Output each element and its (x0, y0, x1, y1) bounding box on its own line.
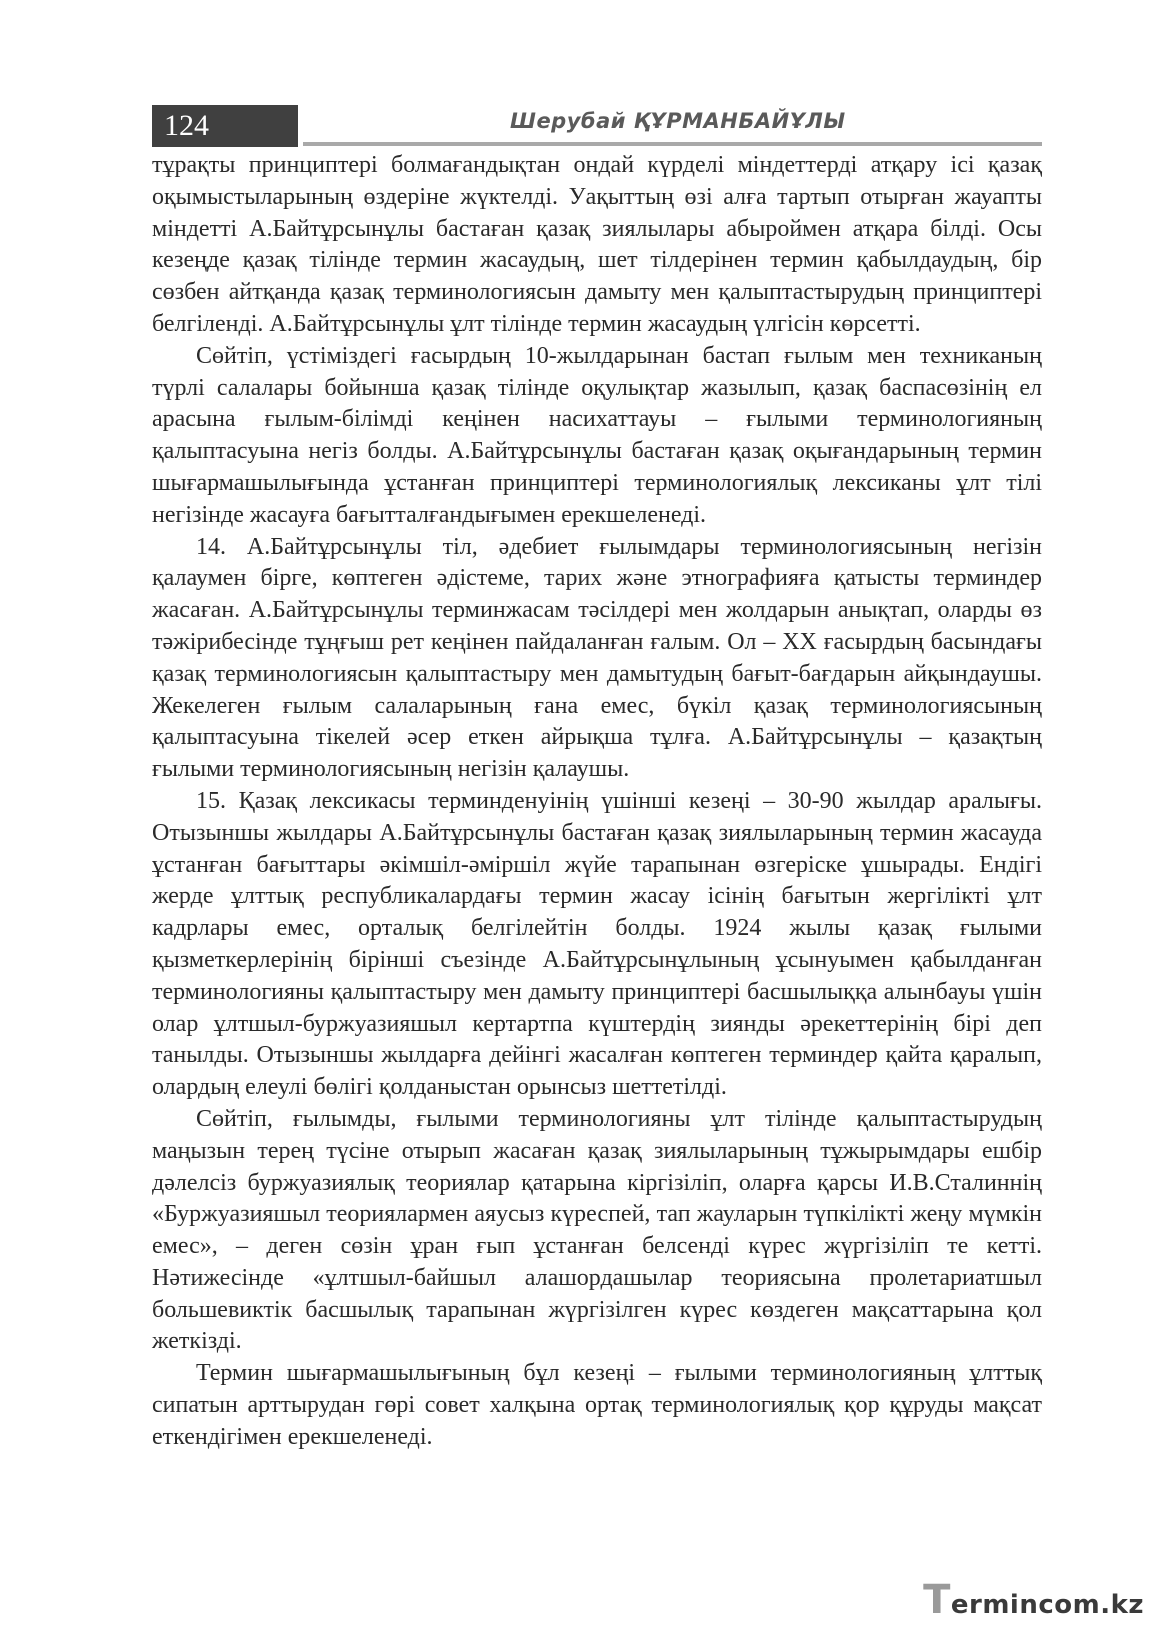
running-head-author: Шерубай ҚҰРМАНБАЙҰЛЫ (510, 109, 846, 133)
paragraph: Сөйтіп, ғылымды, ғылыми терминологияны ұлт тілінде қалыптастырудың маңызын терең түсіне отырып жасаған қазақ зиялыларының тұжырымдары ешбір дәлелсіз буржуазиялық теориялар қатарына кіргізіліп, оларға қарсы И.В.Сталиннің «Буржуазияшыл теориялармен аяусыз күреспей, тап жауларын түпкілікті жеңу мүмкін емес», – деген сөзін ұран ғып ұстанған белсенді күрес жүргізіліп те кетті. Нәтижесінде «ұлтшыл-байшыл алашордашылар теориясына пролетариатшыл большевиктік басшылық тарапынан жүргізілген күрес көздеген мақсаттарына қол жеткізді. (152, 1105, 1042, 1355)
body-text (152, 150, 1042, 1454)
watermark-initial: T (923, 1577, 951, 1623)
page-header (152, 105, 1042, 147)
watermark-logo (923, 1577, 1144, 1623)
paragraph-continued: тұрақты принциптері болмағандықтан ондай күрделі міндеттерді атқару ісі қазақ оқымыстыларының өздеріне жүктелді. Уақыттың өзі алға тартып отырған жауапты міндетті А.Байтұрсынұлы бастаған қазақ зиялылары абыроймен атқара білді. Осы кезеңде қазақ тілінде термин жасаудың, шет тілдерінен термин қабылдаудың, бір сөзбен айтқанда қазақ терминологиясын дамыту мен қалыптастырудың принциптері белгіленді. А.Байтұрсынұлы ұлт тілінде термин жасаудың үлгісін көрсетті. (152, 152, 1042, 337)
paragraph: Сөйтіп, үстіміздегі ғасырдың 10-жылдарынан бастап ғылым мен техниканың түрлі салалары бойынша қазақ тілінде оқулықтар жазылып, қазақ баспасөзінің ел арасына ғылым-білімді кеңінен насихаттауы – ғылыми терминологияның қалыптасуына негіз болды. А.Байтұрсынұлы бастаған қазақ оқығандарының термин шығармашылығында ұстанған принциптері терминологиялық лексиканы ұлт тілі негізінде жасауға бағытталғандығымен ерекшеленеді. (152, 342, 1042, 528)
watermark-text: ermincom.kz (950, 1590, 1144, 1620)
paragraph: 15. Қазақ лексикасы терминденуінің үшінші кезеңі – 30-90 жылдар аралығы. Отызыншы жылдары А.Байтұрсынұлы бастаған қазақ зиялыларының термин жасауда ұстанған бағыттары әкімшіл-әміршіл жүйе тарапынан өзгеріске ұшырады. Ендігі жерде ұлттық республикалардағы термин жасау ісінің бағытын жергілікті ұлт кадрлары емес, орталық белгілейтін болды. 1924 жылы қазақ ғылыми қызметкерлерінің бірінші съезінде А.Байтұрсынұлының ұсынуымен қабылданған терминологияны қалыптастыру мен дамыту принциптері басшылыққа алынбауы үшін олар ұлтшыл-буржуазияшыл кертартпа күштердің зиянды әрекеттерінің бірі деп танылды. Отызыншы жылдарға дейінгі жасалған көптеген терминдер қайта қаралып, олардың елеулі бөлігі қолданыстан орынсыз шеттетілді. (152, 787, 1042, 1101)
paragraph: Термин шығармашылығының бұл кезеңі – ғылыми терминологияның ұлттық сипатын арттырудан гөрі совет халқына ортақ терминологиялық қор құруды мақсат еткендігімен ерекшеленеді. (152, 1360, 1042, 1450)
header-rule (303, 142, 1042, 146)
paragraph: 14. А.Байтұрсынұлы тіл, әдебиет ғылымдары терминологиясының негізін қалаумен бірге, көптеген әдістеме, тарих және этнографияға қатысты терминдер жасаған. А.Байтұрсынұлы терминжасам тәсілдері мен жолдарын анықтап, оларды өз тәжірибесінде тұңғыш рет кеңінен пайдаланған ғалым. Ол – XX ғасырдың басындағы қазақ терминологиясын қалыптастыру мен дамытудың бағыт-бағдарын айқындаушы. Жекелеген ғылым салаларының ғана емес, бүкіл қазақ терминологиясының қалыптасуына тікелей әсер еткен айрықша тұлға. А.Байтұрсынұлы – қазақтың ғылыми терминологиясының негізін қалаушы. (152, 533, 1042, 783)
page-number: 124 (152, 105, 298, 147)
